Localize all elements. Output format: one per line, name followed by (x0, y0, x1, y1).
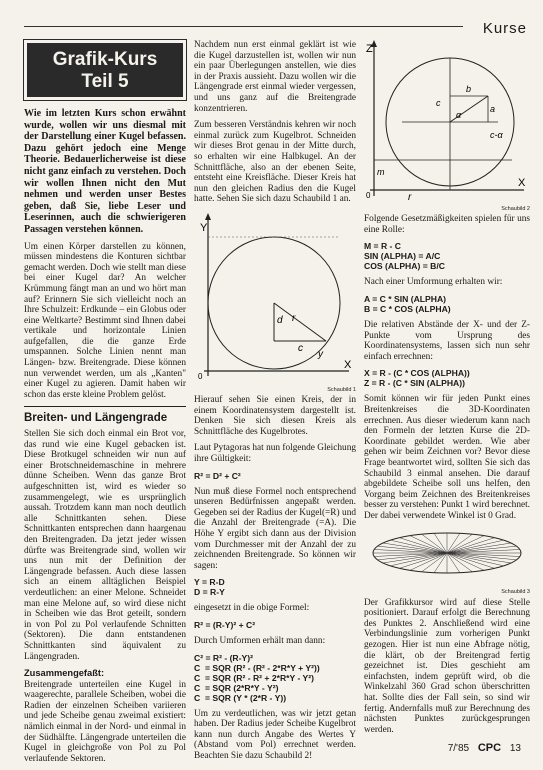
paragraph: Laut Pytagoras hat nun folgende Gleichung ihre Gültigkeit: (194, 443, 356, 465)
paragraph: Folgende Gesetzmäßigkeiten spielen für uns eine Rolle: (364, 214, 530, 235)
label-b: b (466, 84, 472, 94)
formula-line: C = SQR (R² - R² + 2*R*Y - Y²) (194, 672, 315, 683)
title-line-2: Teil 5 (81, 71, 129, 92)
summary-heading: Zusammengefaßt: (24, 668, 105, 679)
article-title (24, 40, 186, 100)
formula-line: M = R - C (364, 241, 402, 252)
section-divider (24, 406, 186, 407)
formula-line: Z = R - (C * SIN (ALPHA)) (364, 378, 465, 389)
formula-substituted (194, 620, 356, 630)
paragraph: Um einen Körper darstellen zu können, müssen mindestens die Konturen sichtbar gemacht werden. Doch wie stellt man diese bei einer Kugel dar? An welcher Krümmung fängt man an und wo hört man auf? Erinnern Sie sich vielleicht noch an Ihre Schulzeit: Erdkunde – ein Globus oder eine Weltkarte? Bestimmt sind Ihnen dabei vertikale und horizontale Linien aufgefallen, die die ganze Erde umspannen. Solche Linien nennt man Längen- bzw. Breitengrade. Diese können nun verwendet werden, um als „Kanten" einer Kugel zu agieren. Damit haben wir schon das erste kleine Problem gelöst. (24, 241, 186, 400)
figure-caption: Schaubild 1 (327, 386, 356, 393)
header-rule (24, 26, 463, 27)
summary-paragraph: Breitengrade unterteilen eine Kugel in waagerechte, parallele Scheiben, wobei die Radien der einzelnen Scheiben variieren und jede Scheibe genau zweimal existiert: nämlich einmal in der Nord- und einmal in der Südhälfte. Längengrade unterteilen die Kugel in gleichgroße von Pol zu Pol verlaufende Sektoren. (24, 679, 186, 764)
issue-number: 7/'85 (447, 743, 470, 754)
label-m: m (377, 167, 385, 177)
paragraph: Zum besseren Verständnis kehren wir noch einmal zurück zum Kugelbrot. Schneiden wir dieses Brot genau in der Mitte durch, so erhalten wir eine Halbkugel. An der Schnittfläche, also an der ebenen Seite, entsteht eine Kreisfläche. Dieser Kreis hat nun den gleichen Radius den die Kugel hatte. Sehen Sie sich dazu Schaubild 1 an. (194, 120, 356, 205)
paragraph: Nach einer Umformung erhalten wir: (364, 277, 503, 288)
formula-ab (364, 294, 530, 314)
paragraph: eingesetzt in die obige Formel: (194, 603, 310, 614)
page-footer (448, 742, 521, 754)
formula-relations (364, 241, 530, 271)
section-header (0, 12, 543, 37)
formula-line: R² = (R-Y)² + C² (194, 620, 256, 630)
column-2 (194, 40, 356, 768)
formula-derivation (194, 653, 356, 703)
origin-label: 0 (198, 371, 203, 381)
paragraph: Nun muß diese Formel noch entsprechend unseren Bedürfnissen angepaßt werden. Gegeben sei der Radius der Kugel(=R) und die Anzahl der Breitengrade (=A). Die Höhe Y ergibt sich dann aus der Division vom Durchmesser mit der Anzahl der zu zeichnenden Breitengrade. So können wir sagen: (194, 486, 356, 571)
formula-line: Y = R-D (194, 577, 225, 588)
page-number: 13 (509, 743, 521, 754)
paragraph: Durch Umformen erhält man dann: (194, 636, 326, 646)
diagram-schaubild-1 (194, 211, 356, 381)
paragraph: Stellen Sie sich doch einmal ein Brot vor, das rund wie eine Kugel gebacken ist. Diese Brotkugel schneiden wir nun auf einer Brotschneidemaschine in mehrere dünne Scheiben. Wenn das ganze Brot aufgeschnitten ist, wird es wieder so zusammengelegt, wie es ursprünglich aussah. Trotzdem kann man noch deutlich alle Schnittkanten sehen. Diese Schnittkanten entsprechen dann haargenau den Breitengraden. Da jetzt jeder wissen dürfte was Breitengrade sind, wollen wir uns nun mit der Definition der Längengrade befassen. Auch diese lassen sich an einem alltäglichen Beispiel verdeutlichen: an einer Melone. Schneidet man eine Melone auf, so wird diese nicht in Scheiben wie das Brot geteilt, sondern in von Pol zu Pol verlaufende Schnitten (Sektoren). Die dann entstandenen Schnittkanten sind äquivalent zu Längengraden. (24, 429, 186, 662)
y-axis-arrow (205, 213, 211, 220)
paragraph: Um zu verdeutlichen, was wir jetzt getan haben. Der Radius jeder Scheibe Kugelbrot kann nun durch Angabe des Wertes Y (Abstand vom Pol) errechnet werden. Beachten Sie dazu Schaubild 2! (194, 708, 356, 761)
origin-label: 0 (366, 191, 371, 200)
figure-caption: Schaubild 2 (501, 205, 530, 212)
formula-line: C = SQR (R² - (R² - 2*R*Y + Y²)) (194, 662, 320, 673)
label-a: a (490, 104, 496, 114)
formula-line: X = R - (C * COS (ALPHA)) (364, 368, 470, 379)
column-1 (24, 40, 186, 770)
label-y: y (318, 348, 323, 360)
formula-line: COS (ALPHA) = B/C (364, 261, 445, 272)
formula-pythagoras (194, 471, 356, 481)
paragraph: Somit können wir für jeden Punkt eines Breitenkreises die 3D-Koordinaten errechnen. Aus dieser wiederum kann nach den Formeln der letzten Kurse die 2D-Koordinate gebildet werden. Wie aber gehen wir beim Zeichnen vor? Bevor diese Frage beantwortet wird, sollten Sie sich das Schaubild 3 einmal ansehen. Die darauf abgebildete Scheibe soll uns helfen, den Vorgang beim Zeichnen des Breitenkreises besser zu verstehen: Punkt 1 wird berechnet. Der dabei verwendete Winkel ist 0 Grad. (364, 394, 531, 521)
formula-line: C = SQR (Y * (2*R - Y)) (194, 692, 287, 703)
magazine-name: CPC (477, 742, 502, 754)
formula-xz (364, 368, 530, 388)
label-r: r (292, 312, 296, 324)
figure-caption: Schaubild 3 (501, 589, 530, 596)
formula-line: R² = D² + C² (194, 470, 241, 481)
section-label: Kurse (482, 20, 527, 37)
diagram-schaubild-2 (364, 40, 530, 200)
section-heading: Breiten- und Längengrade (24, 412, 168, 425)
label-d: d (277, 314, 283, 326)
x-axis-label: X (344, 358, 352, 371)
paragraph: Der Grafikkursor wird auf diese Stelle positioniert. Darauf erfolgt die Berechnung des Punktes 2. Anschließend wird eine Verbindungslinie zum vorherigen Punkt gezogen. Hier ist nun eine Abfrage nötig, die klärt, ob der Breitengrad fertig gezeichnet ist. Dies geschieht am einfachsten, indem geprüft wird, ob die Winkelzahl 360 Grad schon überschritten hat. Sollte dies der Fall sein, so sind wir fertig. Andernfalls muß zur Berechnung des nächsten Punktes zurückgesprungen werden. (364, 597, 530, 735)
title-line-1: Grafik-Kurs (52, 49, 158, 70)
paragraph: Nachdem nun erst einmal geklärt ist wie die Kugel darzustellen ist, wollen wir nun ein paar Überlegungen anstellen, wie dies in der Praxis aussieht. Dazu wollen wir die Längengrade erst einmal wieder vergessen, und uns ganz auf die Breitengrade konzentrieren. (194, 40, 356, 114)
intro-paragraph: Wie im letzten Kurs schon erwähnt wurde, wollen wir uns diesmal mit der Darstellung einer Kugel befassen. Dazu gehört jedoch eine Menge Theorie. Bedauerlicherweise ist diese nicht ganz einfach zu verstehen. Doch wir wollen Ihnen nicht den Mut nehmen und werden unser Bestes geben, daß Sie, liebe Leser und Leserinnen, auch die schwierigeren Passagen verstehen können. (24, 108, 186, 235)
label-c: c (436, 98, 441, 108)
label-r: r (408, 192, 412, 200)
paragraph: Die relativen Abstände der X- und der Z-Punkte vom Ursprung des Koordinatensystems, lassen sich nun sehr einfach errechnen: (364, 319, 530, 362)
paragraph: Hierauf sehen Sie einen Kreis, der in einem Koordinatensystem dargestellt ist. Denken Sie sich diesen Kreis als Schnittfläche des Kugelbrotes. (194, 395, 356, 437)
y-axis-label: Y (200, 221, 208, 234)
formula-line: B = C * COS (ALPHA) (364, 303, 451, 314)
diagram-schaubild-3 (364, 527, 530, 583)
formula-line: C² = R² - (R-Y)² (194, 652, 253, 663)
formula-line: SIN (ALPHA) = A/C (364, 251, 441, 262)
column-3 (364, 40, 530, 741)
label-alpha: α (456, 110, 462, 120)
x-axis-label: X (518, 177, 526, 189)
label-c-alpha: c-α (490, 130, 503, 140)
formula-y-d (194, 577, 356, 597)
formula-line: C = SQR (2*R*Y - Y²) (194, 682, 279, 693)
label-c: c (298, 342, 303, 354)
formula-line: A = C * SIN (ALPHA) (364, 293, 447, 304)
z-axis-label: Z (366, 43, 373, 55)
formula-line: D = R-Y (194, 587, 225, 598)
